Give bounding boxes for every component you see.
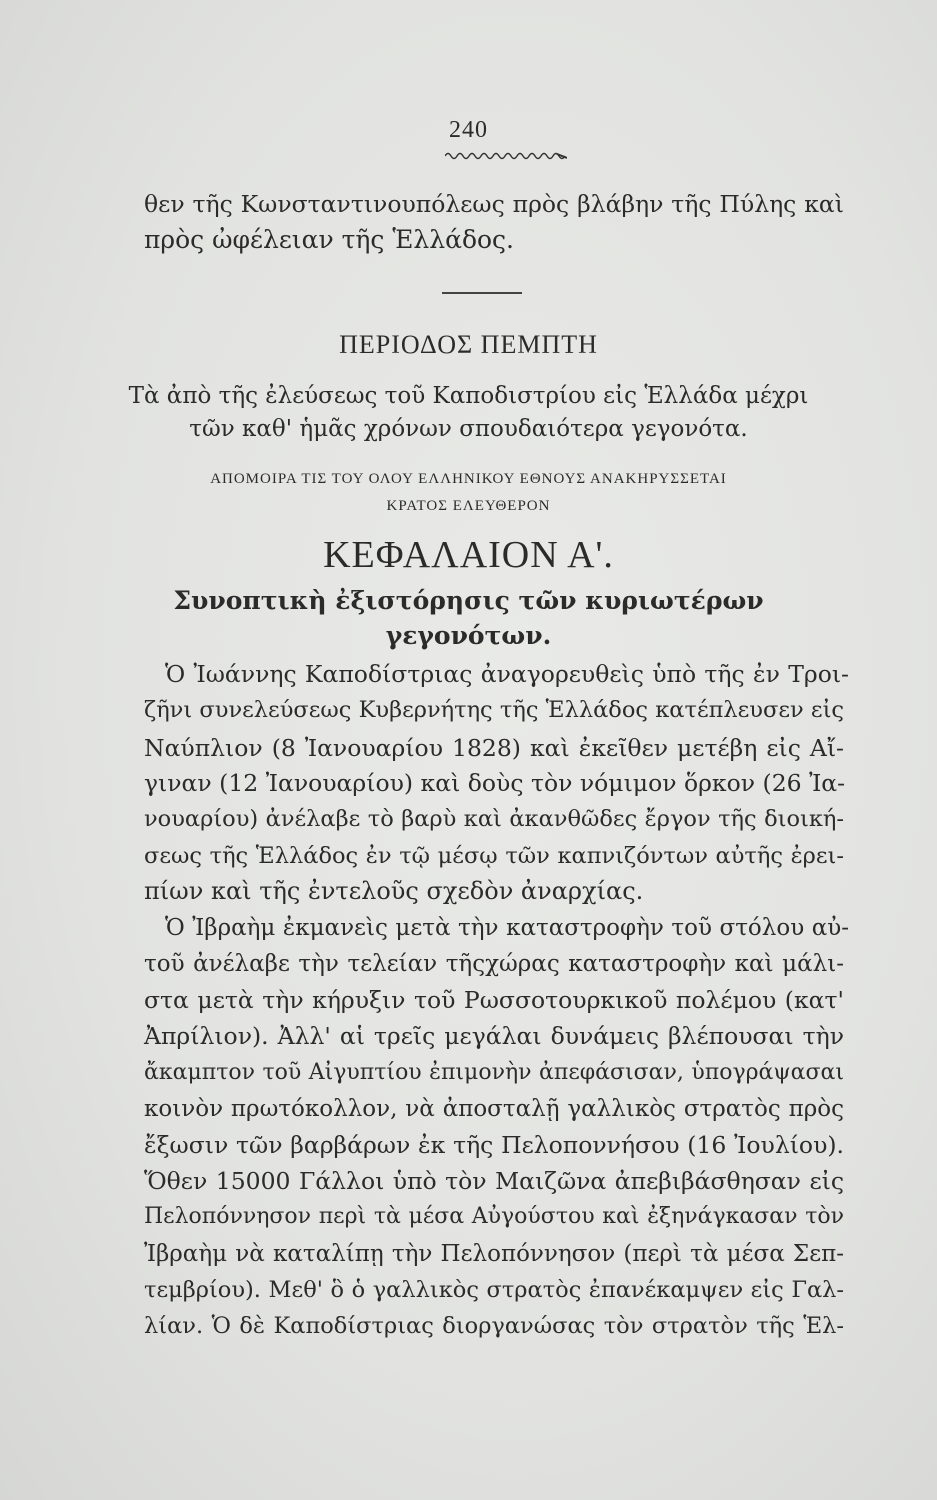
chapter-subtitle-line: γεγονότων.	[385, 621, 552, 650]
section-divider	[442, 292, 522, 294]
body-line: λίαν. Ὁ δὲ Καποδίστριας διοργανώσας τὸν στρατὸν τῆς Ἑλ-	[144, 1313, 844, 1339]
body-line: γιναν (12 Ἰανουαρίου) καὶ δοὺς τὸν νόμιμον ὅρκον (26 Ἰα-	[144, 769, 846, 797]
body-line: ἔξωσιν τῶν βαρβάρων ἐκ τῆς Πελοποννήσου (16 Ἰουλίου).	[144, 1131, 844, 1159]
body-line: Ἀπρίλιον). Ἀλλ' αἱ τρεῖς μεγάλαι δυνάμεις βλέπουσαι τὴν	[144, 1022, 844, 1050]
body-line: πίων καὶ τῆς ἐντελοῦς σχεδὸν ἀναρχίας.	[144, 877, 644, 905]
opening-line: πρὸς ὠφέλειαν τῆς Ἑλλάδος.	[144, 225, 515, 254]
body-line: Ναύπλιον (8 Ἰανουαρίου 1828) καὶ ἐκεῖθεν μετέβη εἰς Αἴ-	[144, 734, 844, 762]
opening-line: θεν τῆς Κωνσταντινουπόλεως πρὸς βλάβην τῆς Πύλης καὶ	[144, 190, 844, 218]
chapter-title: ΚΕΦΑΛΑΙΟΝ Α'.	[323, 534, 614, 576]
body-line: τεμβρίου). Μεθ' ὃ ὁ γαλλικὸς στρατὸς ἐπανέκαμψεν εἰς Γαλ-	[144, 1277, 844, 1303]
body-line: κοινὸν πρωτόκολλον, νὰ ἀποσταλῇ γαλλικὸς στρατὸς πρὸς	[144, 1096, 844, 1122]
body-line: Πελοπόννησον περὶ τὰ μέσα Αὐγούστου καὶ ἐξηνάγκασαν τὸν	[144, 1204, 844, 1229]
period-subtitle-line: Τὰ ἀπὸ τῆς ἐλεύσεως τοῦ Καποδιστρίου εἰς Ἑλλάδα μέχρι	[128, 383, 809, 409]
chapter-subtitle-line: Συνοπτικὴ ἐξιστόρησις τῶν κυριωτέρων	[173, 586, 764, 615]
body-line: Ὁ Ἰωάννης Καποδίστριας ἀναγορευθεὶς ὑπὸ τῆς ἐν Τροι-	[165, 660, 849, 688]
body-line: στα μετὰ τὴν κήρυξιν τοῦ Ρωσσοτουρκικοῦ πολέμου (κατ'	[144, 986, 844, 1014]
wavy-rule-ornament	[445, 150, 567, 162]
caps-heading-line: ΑΠΟΜΟΙΡΑ ΤΙΣ ΤΟΥ ΟΛΟΥ ΕΛΛΗΝΙΚΟΥ ΕΘΝΟΥΣ ΑΝΑΚΗΡΥΣΣΕΤΑΙ	[210, 471, 727, 487]
period-title: ΠΕΡΙΟΔΟΣ ΠΕΜΠΤΗ	[339, 330, 598, 359]
page-number: 240	[449, 117, 488, 143]
body-line: τοῦ ἀνέλαβε τὴν τελείαν τῆςχώρας καταστροφὴν καὶ μάλι-	[144, 951, 844, 977]
body-line: Ὅθεν 15000 Γάλλοι ὑπὸ τὸν Μαιζῶνα ἀπεβιβάσθησαν εἰς	[144, 1167, 844, 1195]
body-line: σεως τῆς Ἑλλάδος ἐν τῷ μέσῳ τῶν καπνιζόντων αὐτῆς ἐρει-	[144, 843, 844, 869]
body-line: Ὁ Ἰβραὴμ ἐκμανεὶς μετὰ τὴν καταστροφὴν τοῦ στόλου αὐ-	[165, 915, 849, 941]
period-subtitle-line: τῶν καθ' ἡμᾶς χρόνων σπουδαιότερα γεγονότα.	[189, 416, 748, 442]
body-line: ζῆνι συνελεύσεως Κυβερνήτης τῆς Ἑλλάδος κατέπλευσεν εἰς	[144, 697, 844, 723]
caps-heading-line: ΚΡΑΤΟΣ ΕΛΕΥΘΕΡΟΝ	[386, 498, 551, 514]
body-line: ἄκαμπτον τοῦ Αἰγυπτίου ἐπιμονὴν ἀπεφάσισαν, ὑπογράψασαι	[144, 1060, 844, 1085]
body-line: νουαρίου) ἀνέλαβε τὸ βαρὺ καὶ ἀκανθῶδες ἔργον τῆς διοική-	[144, 806, 844, 832]
body-line: Ἰβραὴμ νὰ καταλίπῃ τὴν Πελοπόννησον (περὶ τὰ μέσα Σεπ-	[144, 1241, 844, 1267]
